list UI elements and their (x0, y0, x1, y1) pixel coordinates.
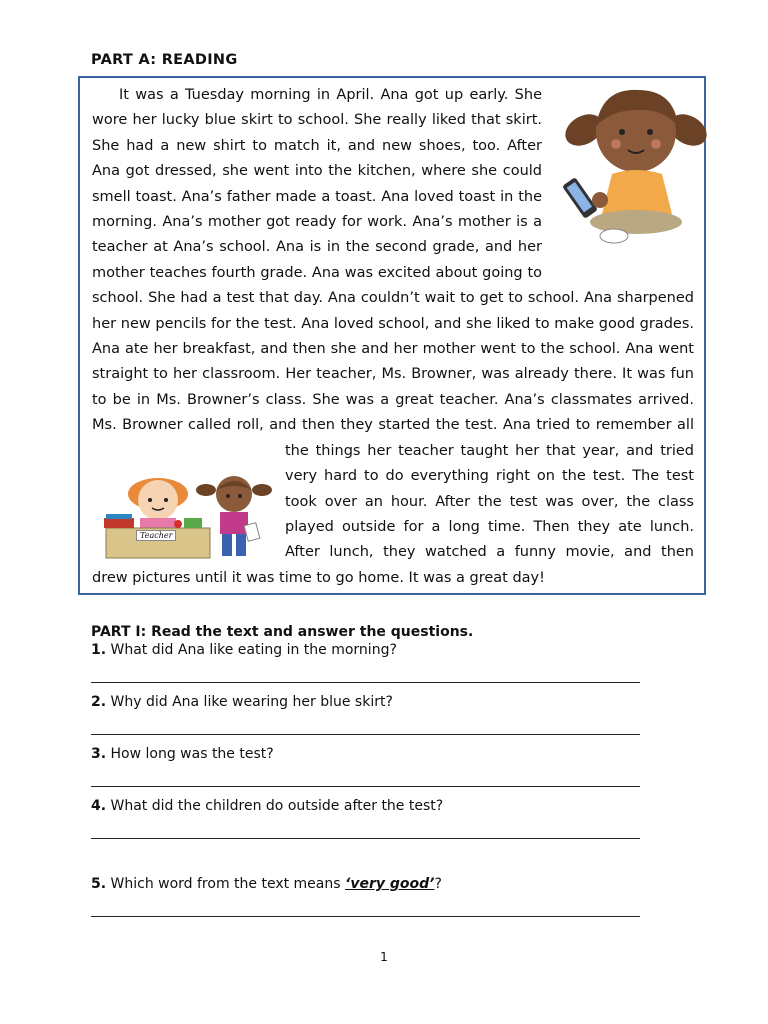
question-number: 4. (91, 798, 107, 814)
question-2 (91, 694, 393, 710)
answer-line-4[interactable] (91, 838, 640, 839)
answer-line-1[interactable] (91, 682, 640, 683)
part-i-title: PART I: Read the text and answer the questions. (91, 624, 474, 640)
question-text: What did Ana like eating in the morning? (110, 642, 397, 658)
question-text-end: ? (434, 876, 442, 892)
question-4 (91, 798, 443, 814)
question-emphasis: ‘very good’ (345, 876, 435, 892)
reading-passage-box (78, 76, 706, 595)
question-text: Why did Ana like wearing her blue skirt? (110, 694, 393, 710)
reading-passage (92, 83, 694, 591)
question-number: 1. (91, 642, 107, 658)
question-number: 5. (91, 876, 107, 892)
answer-line-3[interactable] (91, 786, 640, 787)
question-5 (91, 876, 442, 892)
question-number: 3. (91, 746, 107, 762)
question-number: 2. (91, 694, 107, 710)
question-text: What did the children do outside after the test? (110, 798, 444, 814)
part-a-title: PART A: READING (91, 52, 238, 68)
question-1 (91, 642, 397, 658)
question-3 (91, 746, 274, 762)
teacher-desk-sign: Teacher (136, 530, 176, 541)
answer-line-2[interactable] (91, 734, 640, 735)
passage-text: It was a Tuesday morning in April. Ana got up early. She wore her lucky blue skirt to school. She really liked that skirt. She had a new shirt to match it, and new shoes, too. After Ana got dressed, she went into the kitchen, where she could smell toast. Ana’s father made a toast. Ana loved toast in the morning. Ana’s mother got ready for work. Ana’s mother is a teacher at Ana’s school. Ana is in the second grade, and her mother teaches fourth grade. Ana was excited about going to school. She had a test that day. Ana couldn’t wait to get to school. Ana sharpened her new pencils for the test. Ana loved school, and she liked to make good grades. Ana ate her breakfast, and then she and her mother went to the school. Ana went straight to her classroom. Her teacher, Ms. Browner, was already there. It was fun to be in Ms. Browner’s class. She was a great teacher. Ana’s classmates arrived. Ms. Browner called roll, and then they started the test. Ana tried to remember all the things her teacher taught her that year, and tried very hard to do everything right on the test. The test took over an hour. After the test was over, the class played outside for a long time. Then they ate lunch. After lunch, they watched a funny movie, and then drew pictures until it was time to go home. It was a great day! (92, 87, 694, 586)
page-number: 1 (380, 950, 388, 964)
question-text: Which word from the text means (110, 876, 345, 892)
answer-line-5[interactable] (91, 916, 640, 917)
question-text: How long was the test? (110, 746, 274, 762)
